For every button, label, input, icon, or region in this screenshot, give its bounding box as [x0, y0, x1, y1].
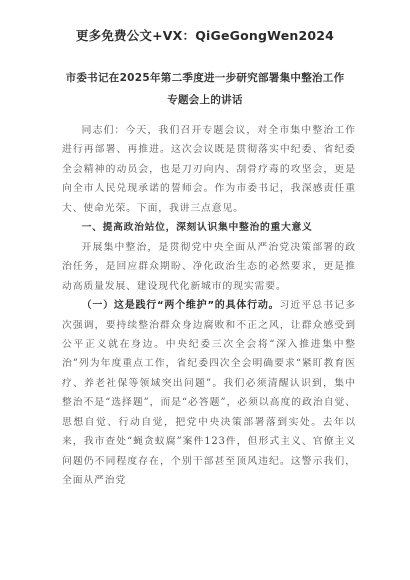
section-1-paragraph: 开展集中整治，是贯彻党中央全面从严治党决策部署的政治任务，是回应群众期盼、净化政治生态的必然要求，更是推动高质量发展、建设现代化新城市的现实需要。 — [62, 241, 356, 292]
subsection-1-paragraph — [62, 296, 356, 491]
subsection-1-text: 习近平总书记多次强调，要持续整治群众身边腐败和不正之风，让群众感受到公平正义就在身边。中央纪委三次全会将“深入推进集中整治”列为年度重点工作，省纪委四次全会明确要求“紧盯教育医疗、养老社保等领域突出问题”。我们必须清醒认识到，集中整治不是“选择题”，而是“必答题”，必须以高度的政治自觉、思想自觉、行动自觉，把党中央决策部署落到实处。去年以来，我市查处“蝇贪蚁腐”案件123件，但形式主义、官僚主义问题仍不同程度存在，个别干部甚至顶风违纪。这警示我们，全面从严治党 — [62, 300, 356, 487]
document-body — [62, 121, 356, 491]
promo-banner: 更多免费公文+VX：QiGeGongWen2024 — [75, 28, 335, 43]
subsection-heading-1: （一）这是践行“两个维护”的具体行动。 — [81, 300, 280, 312]
document-title: 市委书记在2025年第二季度进一步研究部署集中整治工作 — [65, 72, 345, 84]
document-subtitle: 专题会上的讲话 — [167, 94, 243, 106]
greeting-paragraph: 同志们：今天，我们召开专题会议，对全市集中整治工作进行再部署、再推进。这次会议既是贯彻落实中纪委、省纪委全会精神的动员会，也是刀刃向内、刮骨疗毒的攻坚会，更是向全市人民兑现承诺的誓师会。作为市委书记，我深感责任重大、使命光荣。下面，我讲三点意见。 — [62, 125, 356, 214]
section-heading-1: 一、提高政治站位，深刻认识集中整治的重大意义 — [81, 222, 313, 234]
